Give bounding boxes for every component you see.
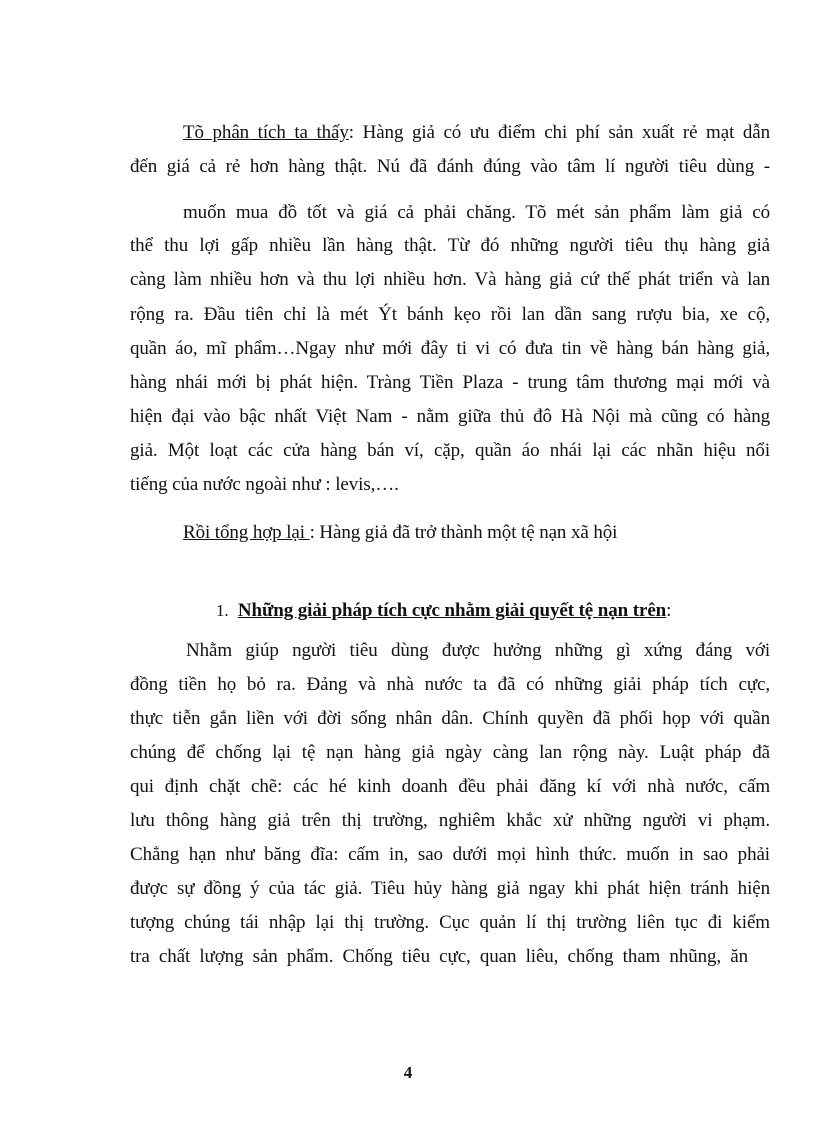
- paragraph2-line6: lưu thông hàng giả trên thị trường, nghiêm khắc xử những người vi phạm.: [130, 810, 770, 831]
- summary-line: [183, 520, 783, 546]
- paragraph1-line10: giả. Một loạt các cửa hàng bán ví, cặp, quần áo nhái lại các nhãn hiệu nổi: [130, 440, 770, 461]
- paragraph2-line8: được sự đồng ý của tác giả. Tiêu hủy hàng giả ngay khi phát hiện tránh hiện: [130, 878, 770, 899]
- paragraph2-line3: thực tiễn gắn liền với đời sống nhân dân. Chính quyền đã phối họp với quần: [130, 708, 770, 729]
- paragraph1-line11: tiếng của nước ngoài như : levis,….: [130, 474, 399, 495]
- summary-text: : Hàng giả đã trở thành một tệ nạn xã hội: [309, 522, 618, 543]
- paragraph1-line3: muốn mua đồ tốt và giá cả phải chăng. Tõ mét sản phẩm làm giả có: [183, 202, 770, 223]
- paragraph2-line4: chúng để chống lại tệ nạn hàng giả ngày càng lan rộng này. Luật pháp đã: [130, 742, 770, 763]
- page-number: 4: [403, 1063, 413, 1082]
- heading-title: Những giải pháp tích cực nhằm giải quyết tệ nạn trên: [237, 600, 667, 621]
- paragraph1-line6: rộng ra. Đầu tiên chỉ là mét Ýt bánh kẹo rồi lan dần sang rượu bia, xe cộ,: [130, 304, 770, 325]
- paragraph1-line8: hàng nhái mới bị phát hiện. Tràng Tiền Plaza - trung tâm thương mại mới và: [130, 372, 770, 393]
- paragraph2-line5: qui định chặt chẽ: các hé kinh doanh đều phải đăng kí với nhà nước, cấm: [130, 776, 770, 797]
- paragraph2-line7: Chẳng hạn như băng đĩa: cấm in, sao dưới mọi hình thức. muốn in sao phải: [130, 844, 770, 865]
- section-heading: [216, 598, 816, 624]
- paragraph1-line5: càng làm nhiều hơn và thu lợi nhiều hơn. Và hàng giả cứ thế phát triển và lan: [130, 269, 770, 290]
- paragraph1-line9: hiện đại vào bậc nhất Việt Nam - nằm giữa thủ đô Hà Nội mà cũng có hàng: [130, 406, 770, 427]
- paragraph2-line10: tra chất lượng sản phẩm. Chống tiêu cực, quan liêu, chống tham nhũng, ăn: [130, 946, 748, 967]
- paragraph1-line7: quần áo, mĩ phẩm…Ngay như mới đây ti vi có đưa tin về hàng bán hàng giả,: [130, 338, 770, 359]
- paragraph2-line9: tượng chúng tái nhập lại thị trường. Cục quản lí thị trường liên tục đi kiểm: [130, 912, 770, 933]
- paragraph1-label: Tõ phân tích ta thấy: [183, 122, 349, 143]
- paragraph1-line2: đến giá cả rẻ hơn hàng thật. Nú đã đánh đúng vào tâm lí người tiêu dùng -: [130, 156, 770, 177]
- paragraph1-line4: thể thu lợi gấp nhiều lần hàng thật. Từ đó những người tiêu thụ hàng giả: [130, 235, 770, 256]
- paragraph2-line2: đồng tiền họ bỏ ra. Đảng và nhà nước ta đã có những giải pháp tích cực,: [130, 674, 770, 695]
- heading-number: 1.: [216, 601, 229, 620]
- paragraph1-line1: [183, 120, 770, 146]
- paragraph1-line1-text: : Hàng giả có ưu điểm chi phí sản xuất rẻ mạt dẫn: [348, 122, 770, 143]
- heading-colon: :: [666, 600, 672, 621]
- paragraph2-line1: Nhằm giúp người tiêu dùng được hưởng những gì xứng đáng với: [186, 640, 770, 661]
- summary-label: Rồi tổng hợp lại: [183, 522, 310, 543]
